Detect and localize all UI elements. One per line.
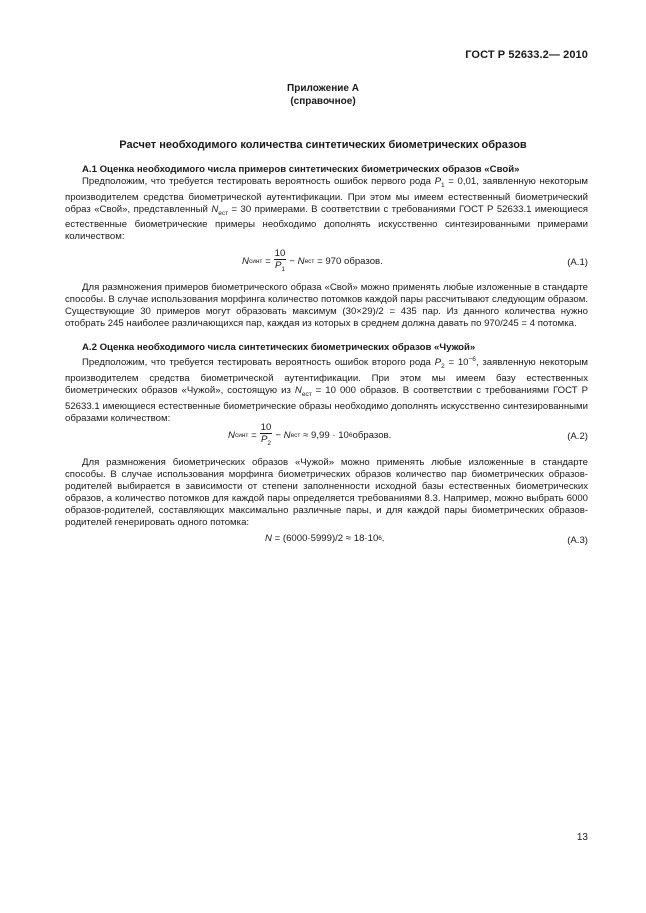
section-a2-paragraph-2: Для размножения биометрических образов «Чужой» можно применять любые изложенные в стандарте способы. В случае использования морфинга биометрических образов количество пар биометрических образов-родителей выбирается в зависимости от степени заполненности исходной базы естественных биометрических образов, а количество потомков для каждой пары определяется требованиями 8.3. Например, можно выбрать 6000 образов-родителей, составляющих максимально различные пары, и для каждой пары биометрических образов-родителей генерировать одного потомка: (65, 457, 588, 528)
section-a1-rest (65, 282, 588, 330)
formula-a1 (65, 248, 588, 278)
section-a1 (65, 164, 588, 243)
section-a2-paragraph-1: Предположим, что требуется тестировать вероятность ошибок второго рода $P_2 = 10^{-6}$, заявленную некоторым производителем средства биометрической аутентификации. При этом мы имеем базу естественных биометрических образов «Чужой», состоящую из $N_{ест} = 10$ 000 образов. В соответствии с требованиями ГОСТ Р 52633.1 имеющиеся естественные биометрические образы необходимо дополнять искусственно синтезированными образами количеством: (65, 355, 588, 424)
document-header: ГОСТ Р 52633.2— 2010 (465, 49, 588, 61)
appendix-note: (справочное) (290, 96, 356, 107)
formula-a3-number: (А.3) (567, 535, 588, 546)
appendix-title: Расчет необходимого количества синтетических биометрических образов (119, 139, 527, 151)
section-a2-heading: А.2 Оценка необходимого числа синтетических биометрических образов «Чужой» (82, 342, 476, 353)
section-a1-paragraph-1: Предположим, что требуется тестировать вероятность ошибок первого рода $P_1 = 0,01$, заявленную некоторым производителем средства биометрической аутентификации. При этом мы имеем естественный биометрический образ «Свой», представленный $N_{ест} = 30$ примерами. В соответствии с требованиями ГОСТ Р 52633.1 имеющиеся естественные биометрические примеры необходимо дополнять искусственно синтезированными примерами количеством: (65, 175, 588, 243)
formula-a2-expression: N синт = $\frac{10}{P_2}$ − N ест ≈ 9,99 · 10 6 образов. (228, 422, 392, 447)
formula-a3-expression: N = (6000·5999)/2 ≈ 18·10 6 . (265, 533, 385, 544)
section-a2 (65, 342, 588, 424)
formula-a1-number: (А.1) (567, 257, 588, 268)
section-a2-rest (65, 457, 588, 528)
section-a1-heading: А.1 Оценка необходимого числа примеров синтетических биометрических образов «Свой» (82, 164, 520, 175)
formula-a1-fraction: $\frac{10}{P_1}$ (274, 248, 286, 273)
formula-a2-number: (А.2) (567, 431, 588, 442)
section-a1-paragraph-2: Для размножения примеров биометрического образа «Свой» можно применять любые изложенные в стандарте способы. В случае использования морфинга количество потомков каждой пары рассчитывают следующим образом. Существующие 30 примеров могут образовать максимум (30×29)/2 = 435 пар. Из данного количества нужно отобрать 245 наиболее различающихся пар, каждая из которых в среднем должна давать по 970/245 = 4 потомка. (65, 282, 588, 329)
formula-a2-fraction: $\frac{10}{P_2}$ (260, 422, 272, 447)
formula-a2 (65, 422, 588, 452)
appendix-label: Приложение А (287, 83, 359, 94)
appendix-heading (0, 82, 646, 108)
formula-a3 (65, 527, 588, 547)
page-number: 13 (576, 832, 588, 843)
formula-a1-expression: N синт = $\frac{10}{P_1}$ − N ест = 970 образов. (242, 248, 383, 273)
